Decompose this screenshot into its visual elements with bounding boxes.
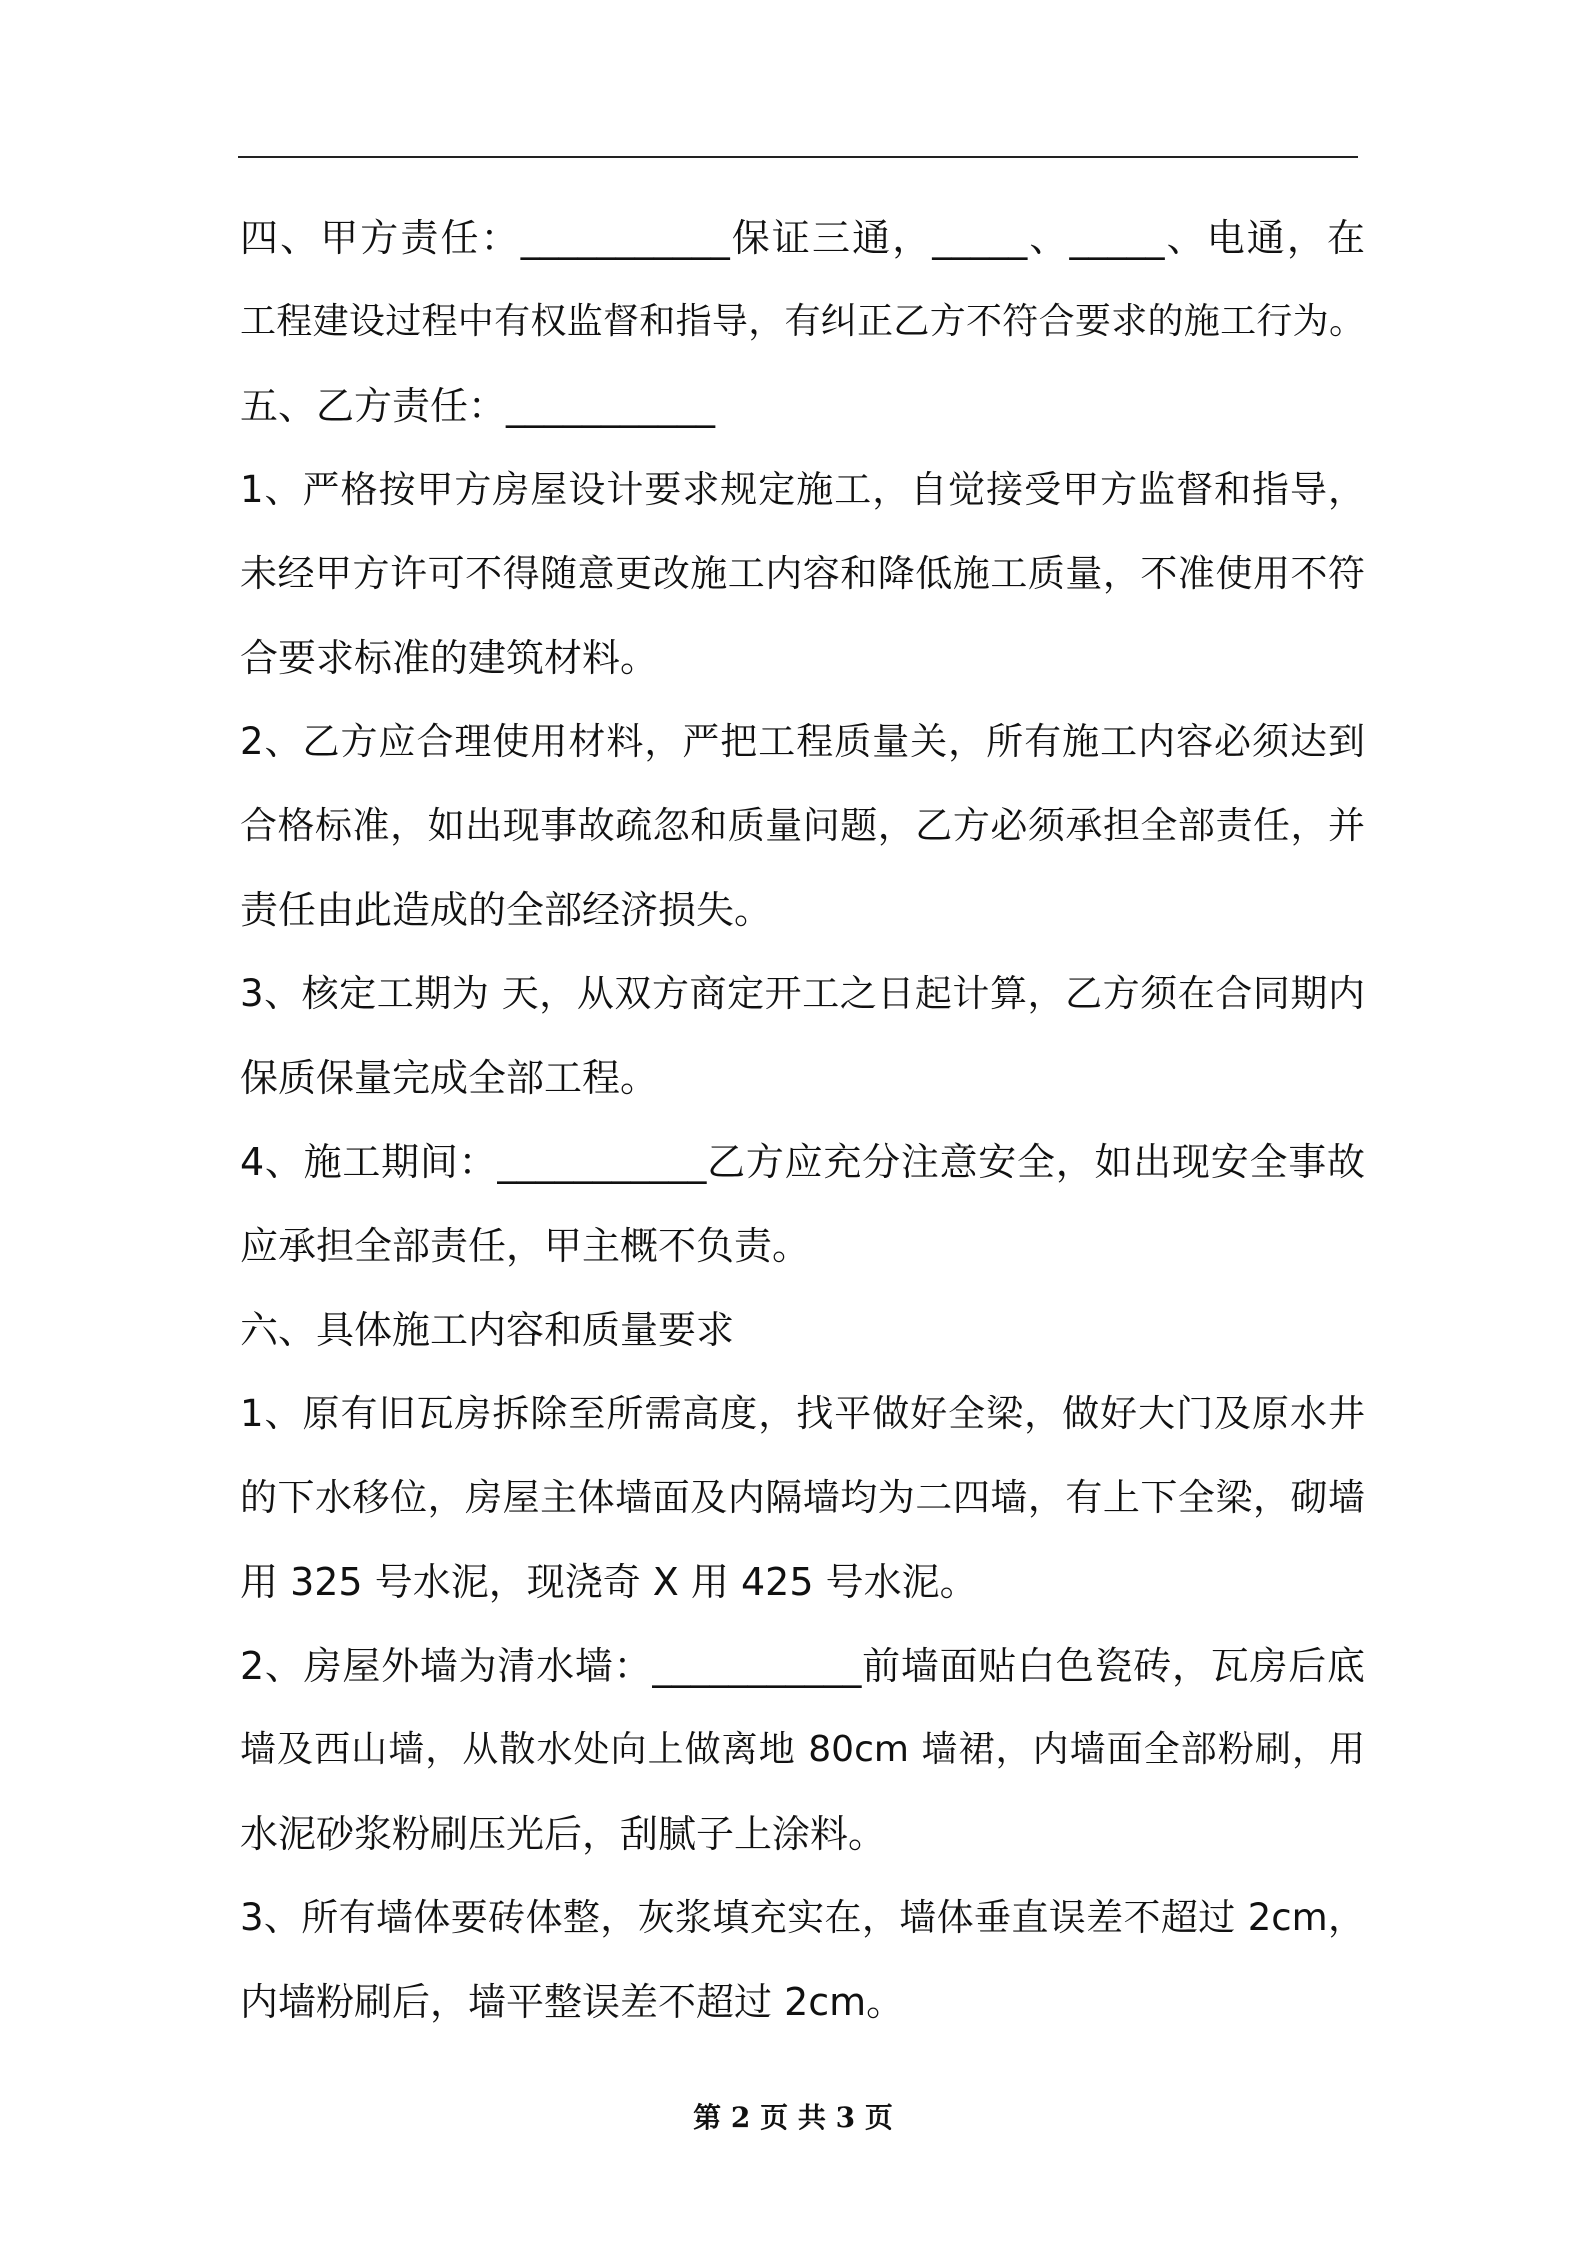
paragraph-line: 合要求标准的建筑材料。 (240, 636, 659, 680)
paragraph-line: 工程建设过程中有权监督和指导，有纠正乙方不符合要求的施工行为。 (240, 301, 1365, 342)
paragraph-line: 责任由此造成的全部经济损失。 (240, 888, 773, 932)
paragraph-line: 保质保量完成全部工程。 (240, 1056, 659, 1100)
paragraph-line: 的下水移位，房屋主体墙面及内隔墙均为二四墙，有上下全梁，砌墙 (240, 1476, 1365, 1519)
paragraph-line: 用 325 号水泥，现浇奇 X 用 425 号水泥。 (240, 1560, 978, 1604)
paragraph-line: 2、乙方应合理使用材料，严把工程质量关，所有施工内容必须达到 (240, 720, 1365, 763)
paragraph-line: 四、甲方责任：___________保证三通，_____、_____、电通，在 (240, 216, 1365, 260)
paragraph-line: 3、所有墙体要砖体整，灰浆填充实在，墙体垂直误差不超过 2cm， (240, 1896, 1365, 1939)
paragraph-line: 未经甲方许可不得随意更改施工内容和降低施工质量，不准使用不符 (240, 552, 1365, 595)
paragraph-line: 3、核定工期为 天，从双方商定开工之日起计算，乙方须在合同期内 (240, 972, 1365, 1015)
paragraph-line: 墙及西山墙，从散水处向上做离地 80cm 墙裙，内墙面全部粉刷，用 (240, 1729, 1365, 1770)
paragraph-line: 4、施工期间：___________乙方应充分注意安全，如出现安全事故 (240, 1140, 1365, 1184)
page-number-footer: 第 2 页 共 3 页 (693, 2101, 893, 2134)
paragraph-line: 内墙粉刷后，墙平整误差不超过 2cm。 (240, 1980, 905, 2024)
paragraph-line: 1、原有旧瓦房拆除至所需高度，找平做好全梁，做好大门及原水井 (240, 1392, 1365, 1435)
header-divider (238, 156, 1358, 158)
document-body (240, 196, 1365, 2044)
paragraph-line: 水泥砂浆粉刷压光后，刮腻子上涂料。 (240, 1812, 887, 1856)
paragraph-line: 合格标准，如出现事故疏忽和质量问题，乙方必须承担全部责任，并 (240, 804, 1365, 847)
paragraph-line: 应承担全部责任，甲主概不负责。 (240, 1224, 811, 1268)
paragraph-line: 1、严格按甲方房屋设计要求规定施工，自觉接受甲方监督和指导， (240, 468, 1365, 511)
paragraph-line: 五、乙方责任：___________ (240, 384, 716, 428)
paragraph-line: 2、房屋外墙为清水墙：___________前墙面贴白色瓷砖，瓦房后底 (240, 1644, 1365, 1688)
section-heading: 六、具体施工内容和质量要求 (240, 1308, 735, 1352)
